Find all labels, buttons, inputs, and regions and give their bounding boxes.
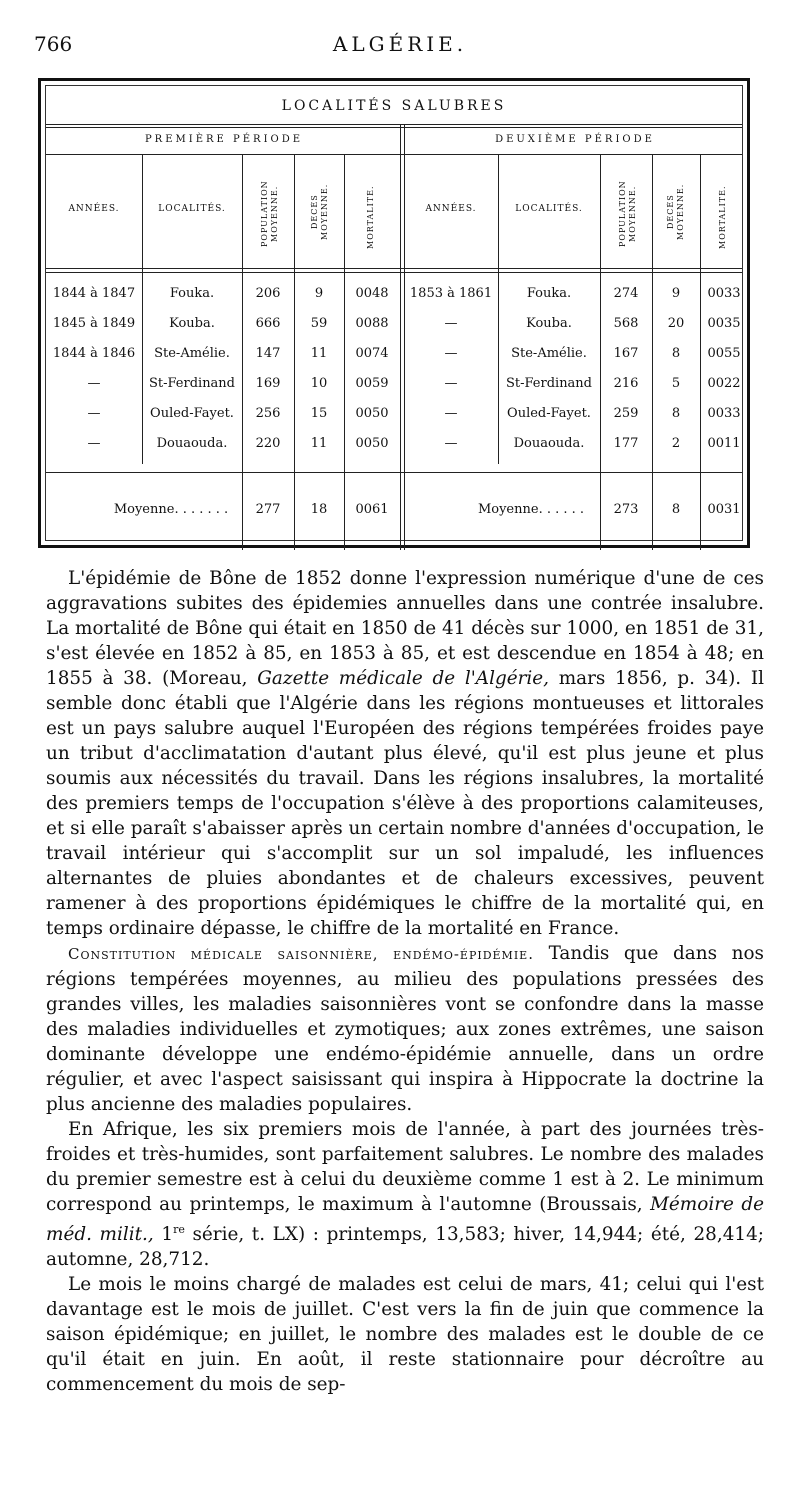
table-cell-first-annees: 1845 à 1849 (52, 316, 136, 331)
table-cell-first-mortalite: 0074 (355, 346, 389, 361)
citation-title: Gazette médicale de l'Algérie, (257, 668, 550, 689)
paragraph-text: Tandis que dans nos régions tempérées moyennes, au milieu des populations pressées des grandes villes, les maladies saisonnières vont se confondre dans la masse des maladies individuelles et zymotiques; aux zones extrêmes, une saison dominante développe une endémo-épidémie annuelle, dans un ordre régulier, et avec l'aspect saisissant qui inspira à Hippocrate la doctrine la plus ancienne des maladies populaires. (46, 943, 764, 1115)
table-cell-first-mortalite: 0050 (355, 406, 389, 421)
table-cell-first-mortalite: 0059 (355, 376, 389, 391)
col-population: POPULATION MOYENNE. (260, 180, 279, 248)
table-cell-second-annees: — (444, 346, 458, 361)
table-cell-first-deces: 11 (310, 436, 328, 451)
table-cell-second-localite: St-Ferdinand (505, 376, 593, 391)
page-header (0, 32, 800, 62)
title-rule-2 (46, 127, 742, 128)
paragraph-text: L'épidémie de Bône de 1852 donne l'expression numérique d'une de ces aggravations subites des épidemies annuelles dans une contrée insalubre. La mortalité de Bône qui était en 1850 de 41 décès sur 1000, en 1851 de 31, s'est élevée en 1852 à 85, en 1853 à 85, et est descendue en 1854 à 48; en 1855 à 38. (Moreau, (46, 568, 764, 689)
col-mortalite-2: MORTALITÉ. (718, 185, 727, 249)
table-cell-first-population: 147 (255, 346, 281, 361)
table-cell-second-annees: — (444, 316, 458, 331)
table-cell-first-localite: Kouba. (169, 316, 215, 331)
col-deces-2: DÉCÈS MOYENNE. (666, 183, 685, 241)
table-cell-second-mortalite: 0055 (707, 346, 741, 361)
table-cell-first-population: 169 (255, 376, 281, 391)
paragraph-text: série, t. LX) : printemps, 13,583; hiver, 14,944; été, 28,414; automne, 28,712. (46, 1224, 764, 1271)
table-cell-second-annees: — (444, 406, 458, 421)
average-label-first: Moyenne. . . . . . . (113, 502, 229, 517)
table-cell-first-annees: — (87, 406, 101, 421)
period-second-label: DEUXIÈME PÉRIODE (495, 134, 655, 145)
table-cell-second-annees: — (444, 376, 458, 391)
table-cell-second-annees: 1853 à 1861 (409, 286, 493, 301)
table-cell-first-localite: Ste-Amélie. (154, 346, 230, 361)
col-annees: ANNÉES. (68, 204, 120, 214)
average-mortalite-first: 0061 (355, 502, 389, 517)
table-cell-second-deces: 9 (671, 286, 681, 301)
table-cell-first-population: 206 (255, 286, 281, 301)
period-first-label: PREMIÈRE PÉRIODE (144, 134, 304, 145)
table-cell-second-deces: 2 (671, 436, 681, 451)
average-population-first: 277 (255, 502, 281, 517)
average-mortalite-second: 0031 (707, 502, 741, 517)
table-cell-first-mortalite: 0050 (355, 436, 389, 451)
table-cell-first-localite: Ouled-Fayet. (150, 406, 234, 421)
header-rule (46, 268, 742, 269)
table-cell-second-population: 259 (613, 406, 639, 421)
table-cell-second-localite: Douaouda. (513, 436, 585, 451)
table-cell-second-population: 167 (613, 346, 639, 361)
table-cell-second-mortalite: 0033 (707, 406, 741, 421)
table-cell-second-mortalite: 0022 (707, 376, 741, 391)
table-cell-second-deces: 8 (671, 346, 681, 361)
table-cell-first-annees: 1844 à 1847 (52, 286, 136, 301)
table-cell-second-population: 568 (613, 316, 639, 331)
table-cell-first-annees: 1844 à 1846 (52, 346, 136, 361)
table-cell-second-localite: Fouka. (526, 286, 572, 301)
table-cell-second-mortalite: 0035 (707, 316, 741, 331)
table-cell-second-annees: — (444, 436, 458, 451)
paragraph-text: mars 1856, p. 34). Il semble donc établi que l'Algérie dans les régions montueuses et littorales est un pays salubre auquel l'Européen des régions tempérées froides paye un tribut d'acclimatation d'autant plus élevé, qu'il est plus jeune et plus soumis aux nécessités du travail. Dans les régions insalubres, la mortalité des premiers temps de l'occupation s'élève à des proportions calamiteuses, et si elle paraît s'abaisser après un certain nombre d'années d'occupation, le travail intérieur qui s'accomplit sur un sol impaludé, les influences alternantes de pluies abondantes et de chaleurs excessives, peuvent ramener à des proportions épidémiques le chiffre de la mortalité qui, en temps ordinaire dépasse, le chiffre de la mortalité en France. (46, 668, 764, 939)
table-cell-first-deces: 10 (310, 376, 328, 391)
table-cell-second-population: 274 (613, 286, 639, 301)
paragraph-bone-epidemic (46, 566, 764, 941)
col-localites-2: LOCALITÉS. (515, 204, 583, 214)
header-rule-2 (46, 272, 742, 273)
running-title: ALGÉRIE. (332, 32, 468, 56)
table-cell-second-mortalite: 0033 (707, 286, 741, 301)
col-deces: DÉCÈS MOYENNE. (310, 183, 329, 241)
table-cell-first-population: 220 (255, 436, 281, 451)
table-cell-first-mortalite: 0048 (355, 286, 389, 301)
table-cell-second-population: 177 (613, 436, 639, 451)
table-cell-second-localite: Ouled-Fayet. (507, 406, 591, 421)
average-deces-second: 8 (671, 502, 681, 517)
table-cell-first-deces: 15 (310, 406, 328, 421)
period-rule (46, 154, 742, 155)
title-rule (46, 124, 742, 125)
series-number: 1 (161, 1224, 174, 1246)
paragraph-text: Le mois le moins chargé de malades est celui de mars, 41; celui qui l'est davantage est le mois de juillet. C'est vers la fin de juin que commence la saison épidémique; en juillet, le nombre des malades est le double de ce qu'il était en juin. En août, il reste stationnaire pour décroître au commencement du mois de sep- (46, 1274, 764, 1396)
article-body (46, 566, 764, 1397)
average-rule (46, 472, 742, 473)
mortality-table (38, 78, 750, 548)
table-inner-border (45, 85, 743, 541)
section-heading: Constitution médicale saisonnière, endémo-épidémie. (68, 945, 534, 963)
table-cell-first-localite: St-Ferdinand (148, 376, 236, 391)
table-cell-second-deces: 5 (671, 376, 681, 391)
average-label-second: Moyenne. . . . . . (477, 502, 585, 517)
average-deces-first: 18 (310, 502, 328, 517)
col-localites: LOCALITÉS. (158, 204, 226, 214)
table-cell-first-localite: Fouka. (169, 286, 215, 301)
superscript: re (173, 1223, 185, 1236)
col-annees-2: ANNÉES. (425, 204, 477, 214)
table-cell-first-deces: 11 (310, 346, 328, 361)
col-mortalite: MORTALITÉ. (366, 185, 375, 249)
table-cell-first-mortalite: 0088 (355, 316, 389, 331)
table-cell-first-annees: — (87, 436, 101, 451)
col-population-2: POPULATION MOYENNE. (618, 180, 637, 248)
table-cell-first-deces: 59 (310, 316, 328, 331)
page-number: 766 (34, 32, 73, 56)
period-divider (404, 124, 405, 550)
table-cell-second-mortalite: 0011 (707, 436, 741, 451)
table-cell-second-population: 216 (613, 376, 639, 391)
table-cell-first-population: 256 (255, 406, 281, 421)
table-title: LOCALITÉS SALUBRES (281, 98, 507, 114)
table-cell-first-population: 666 (255, 316, 281, 331)
table-cell-first-annees: — (87, 376, 101, 391)
citation-title: Mémoire de méd. milit., (46, 1194, 764, 1246)
table-cell-second-localite: Kouba. (526, 316, 572, 331)
paragraph-mois (46, 1272, 764, 1397)
period-divider (400, 124, 401, 550)
table-cell-first-localite: Douaouda. (156, 436, 228, 451)
table-cell-second-deces: 20 (667, 316, 685, 331)
table-cell-first-deces: 9 (314, 286, 324, 301)
table-cell-second-deces: 8 (671, 406, 681, 421)
paragraph-afrique (46, 1117, 764, 1272)
table-cell-second-localite: Ste-Amélie. (511, 346, 587, 361)
average-population-second: 273 (613, 502, 639, 517)
paragraph-constitution (46, 941, 764, 1117)
paragraph-text: En Afrique, les six premiers mois de l'année, à part des journées très-froides et très-humides, sont parfaitement salubres. Le nombre des malades du premier semestre est à celui du deuxième comme 1 est à 2. Le minimum correspond au printemps, le maximum à l'automne (Broussais, (46, 1119, 764, 1215)
